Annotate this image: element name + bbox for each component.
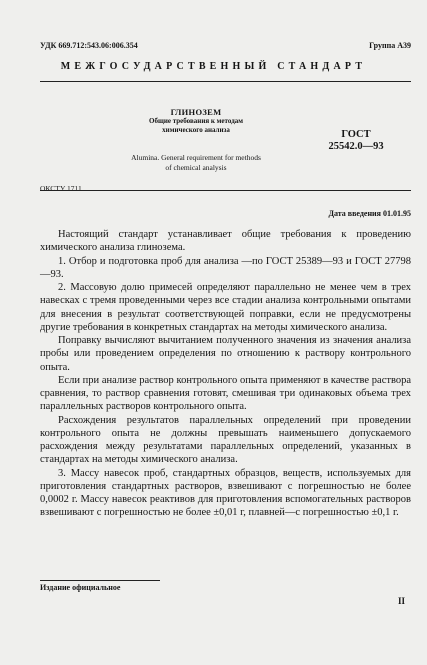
udk-code: УДК 669.712:543.06:006.354 [40,41,138,50]
english-title-line-2: of chemical analysis [165,163,227,172]
header-divider [40,81,411,82]
subtitle-line-1: Общие требования к методам [149,117,243,125]
paragraph: 2. Массовую долю примесей определяют параллельно не менее чем в трех навесках с тремя проведенными через все стадии анализа контрольными опытами для внесения в результат соответствующей поправки, если не предусмотрены другие требования в конкретных стандартах на методы химического анализа. [40,282,411,333]
title-block [96,107,296,135]
english-title [96,153,296,173]
gost-code: 25542.0—93 [328,141,384,152]
okstu-divider [40,190,411,191]
english-title-line-1: Alumina. General requirement for methods [131,153,261,162]
paragraph: Поправку вычисляют вычитанием полученного значения из значения анализа пробы или проведением определения по отношению к раствору контрольного опыта. [40,335,411,373]
standard-type-heading: МЕЖГОСУДАРСТВЕННЫЙ СТАНДАРТ [60,61,367,72]
group-code: Группа А39 [369,41,411,50]
body-text [40,228,411,520]
paragraph: Настоящий стандарт устанавливает общие требования к проведению химического анализа глинозема. [40,229,411,254]
paragraph: Если при анализе раствор контрольного опыта применяют в качестве раствора сравнения, то раствор сравнения готовят, смешивая три одинаковых объема трех параллельных растворов контрольного опыта. [40,374,411,413]
document-title: ГЛИНОЗЕМ [170,107,222,117]
okstu-code: ОКСТУ 1711 [40,184,82,193]
introduction-date: Дата введения 01.01.95 [328,209,411,218]
paragraph: Расхождения результатов параллельных определений при проведении контрольного опыта не должны превышать наименьшего допускаемого расхождения между результатами параллельных определений, указанных в стандартах на методы химического анализа. [40,414,411,466]
page-number: II [397,596,405,606]
gost-number [320,129,392,153]
paragraph: 3. Массу навесок проб, стандартных образцов, веществ, используемых для приготовления стандартных растворов, взвешивают с погрешностью не более 0,0002 г. Массу навесок реактивов для приготовления вспомогательных растворов взвешивают с погрешностью не более ±0,01 г, плавней—с погрешностью ±0,1 г. [40,467,411,519]
footer-divider [40,580,160,581]
paragraph: 1. Отбор и подготовка проб для анализа —по ГОСТ 25389—93 и ГОСТ 27798—93. [40,255,411,280]
gost-label: ГОСТ [341,129,371,140]
subtitle-line-2: химического анализа [162,126,230,134]
official-edition-label: Издание официальное [40,583,121,592]
